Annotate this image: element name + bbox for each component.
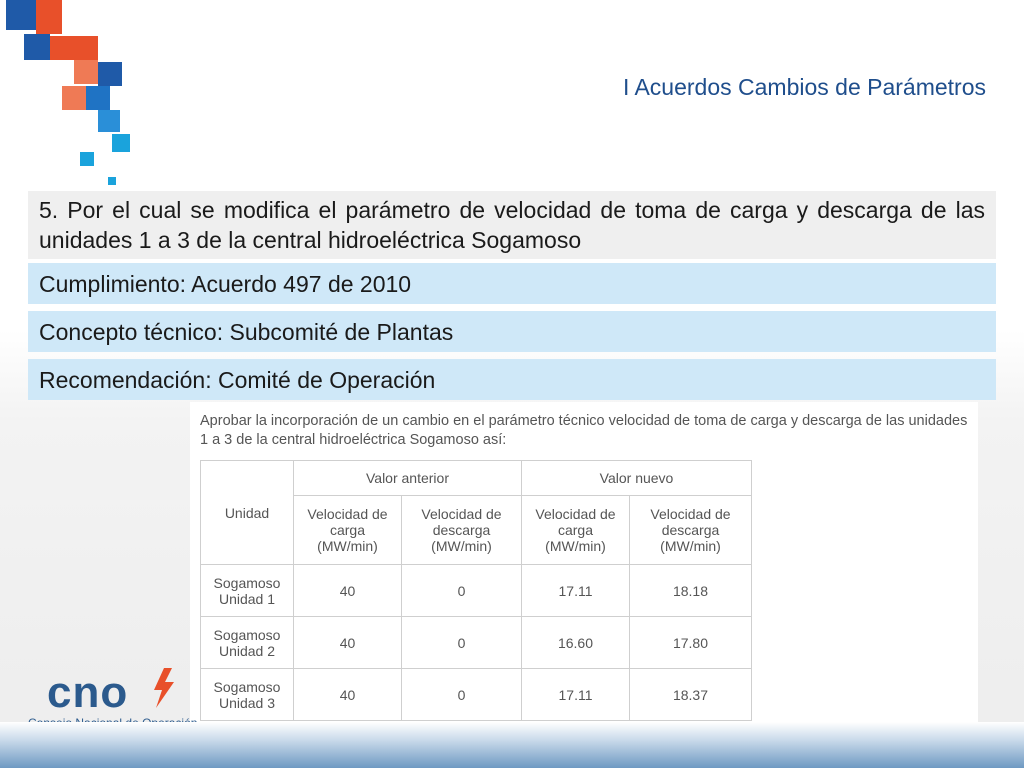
unit-cell: Sogamoso Unidad 1 [201, 565, 294, 617]
logo-wordmark: cno [47, 668, 129, 717]
value-cell: 17.80 [630, 617, 752, 669]
value-cell: 40 [294, 565, 402, 617]
footer-band [0, 722, 1024, 768]
table-row [201, 669, 752, 721]
value-cell: 17.11 [522, 565, 630, 617]
value-cell: 0 [402, 565, 522, 617]
agreement-item: 5. Por el cual se modifica el parámetro de velocidad de toma de carga y descarga de las unidades 1 a 3 de la central hidroeléctrica Sogamoso [28, 191, 996, 259]
unit-cell: Sogamoso Unidad 2 [201, 617, 294, 669]
value-cell: 40 [294, 617, 402, 669]
compliance-text: Cumplimiento: Acuerdo 497 de 2010 [39, 270, 412, 297]
recommendation-text: Recomendación: Comité de Operación [39, 366, 436, 393]
excerpt-text: Aprobar la incorporación de un cambio en el parámetro técnico velocidad de toma de carga y descarga de las unidades 1 a 3 de la central hidroeléctrica Sogamoso así: [200, 413, 968, 448]
lightning-icon [150, 668, 176, 708]
table-row [201, 565, 752, 617]
excerpt-panel [190, 402, 978, 722]
group-header-new: Valor nuevo [522, 461, 752, 496]
col-header-new-descarga: Velocidad de descarga (MW/min) [630, 496, 752, 565]
value-cell: 18.18 [630, 565, 752, 617]
unit-cell: Sogamoso Unidad 3 [201, 669, 294, 721]
value-cell: 40 [294, 669, 402, 721]
unit-header: Unidad [201, 461, 294, 565]
technical-concept-box [28, 311, 996, 352]
technical-concept-text: Concepto técnico: Subcomité de Plantas [39, 318, 454, 345]
col-header-new-carga: Velocidad de carga (MW/min) [522, 496, 630, 565]
value-cell: 17.11 [522, 669, 630, 721]
slide-title: I Acuerdos Cambios de Parámetros [622, 74, 986, 100]
table-row [201, 617, 752, 669]
value-cell: 0 [402, 617, 522, 669]
value-cell: 16.60 [522, 617, 630, 669]
group-header-previous: Valor anterior [294, 461, 522, 496]
value-cell: 0 [402, 669, 522, 721]
parameters-table [200, 460, 752, 721]
value-cell: 18.37 [630, 669, 752, 721]
compliance-box [28, 263, 996, 304]
col-header-prev-descarga: Velocidad de descarga (MW/min) [402, 496, 522, 565]
recommendation-box [28, 359, 996, 400]
col-header-prev-carga: Velocidad de carga (MW/min) [294, 496, 402, 565]
